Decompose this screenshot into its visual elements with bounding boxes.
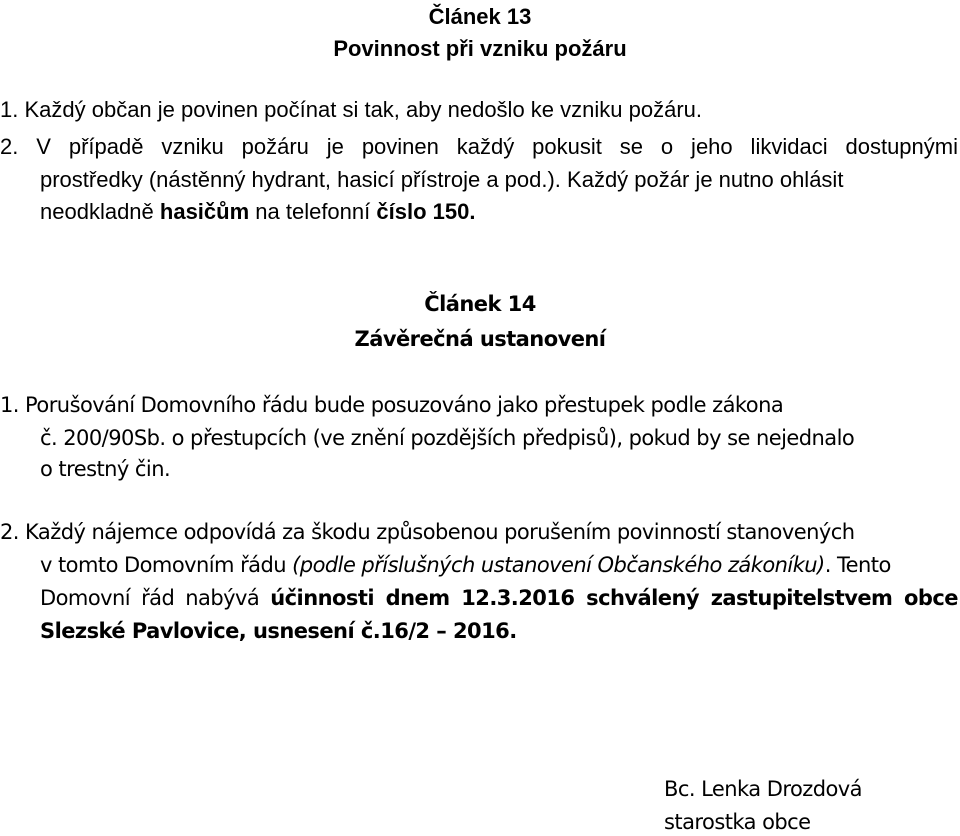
article-14-title: Závěrečná ustanovení xyxy=(354,327,606,351)
article-14-item-1-line-2: č. 200/90Sb. o přestupcích (ve znění pozdějších předpisů), pokud by se nejednalo xyxy=(40,426,855,450)
signature-role: starostka obce xyxy=(664,810,811,834)
text-run: Domovní řád nabývá xyxy=(40,586,271,610)
article-14-item-1-line-3: o trestný čin. xyxy=(40,457,171,481)
text-run: na telefonní xyxy=(249,199,377,224)
article-14-item-2-line-4: Slezské Pavlovice, usnesení č.16/2 – 2016. xyxy=(40,619,517,643)
text-run-italic: (podle příslušných ustanovení Občanského zákoníku) xyxy=(292,553,825,577)
text-run: v tomto Domovním řádu xyxy=(40,553,293,577)
article-13-item-2-line-2: prostředky (nástěnný hydrant, hasicí přístroje a pod.). Každý požár je nutno ohlásit xyxy=(40,167,844,192)
article-14-item-2-line-2 xyxy=(40,551,891,579)
article-13-heading: Článek 13 xyxy=(428,4,532,29)
article-13-title: Povinnost při vzniku požáru xyxy=(333,36,627,61)
article-14-item-2-line-1: 2. Každý nájemce odpovídá za škodu způsobenou porušením povinností stanovených xyxy=(0,520,855,544)
article-13-item-2-line-1: 2. V případě vzniku požáru je povinen každý pokusit se o jeho likvidaci dostupnými xyxy=(0,134,958,159)
text-run-bold: hasičům xyxy=(159,199,250,224)
article-13-item-1: 1. Každý občan je povinen počínat si tak, aby nedošlo ke vzniku požáru. xyxy=(0,97,702,122)
article-13-item-2-line-3 xyxy=(40,198,475,226)
text-run-bold: účinnosti dnem 12.3.2016 schválený zastupitelstvem obce xyxy=(270,586,958,610)
article-14-heading: Článek 14 xyxy=(424,292,536,316)
text-run: . Tento xyxy=(824,553,891,577)
article-14-item-2-line-3 xyxy=(40,584,958,612)
text-run-bold: číslo 150. xyxy=(376,199,476,224)
article-14-item-1-line-1: 1. Porušování Domovního řádu bude posuzováno jako přestupek podle zákona xyxy=(0,393,784,417)
text-run: neodkladně xyxy=(40,199,160,224)
signature-name: Bc. Lenka Drozdová xyxy=(664,777,862,801)
